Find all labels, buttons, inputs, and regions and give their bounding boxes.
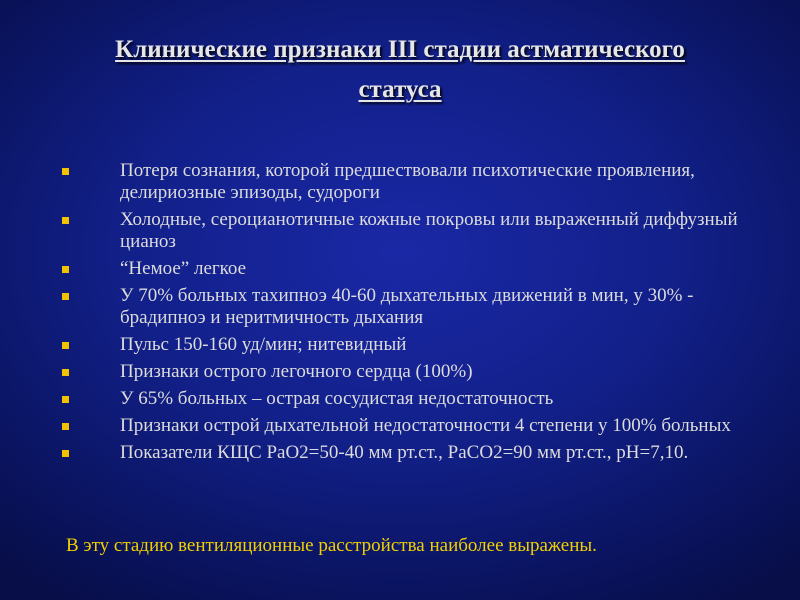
bullet-square-icon [62,342,69,349]
bullet-square-icon [62,293,69,300]
list-item-text: Пульс 150-160 уд/мин; нитевидный [120,334,407,355]
list-item-text: У 65% больных – острая сосудистая недостаточность [120,388,554,409]
bullet-square-icon [62,217,69,224]
list-item [62,388,774,410]
list-item-text: “Немое” легкое [120,258,247,279]
bullet-square-icon [62,423,69,430]
list-item [62,209,774,253]
slide-title-line-1: Клинические признаки III стадии астматического [115,36,685,63]
list-item [62,415,774,437]
bullet-square-icon [62,450,69,457]
list-item-text: Холодные, сероцианотичные кожные покровы или выраженный диффузный цианоз [120,209,738,252]
summary-note: В эту стадию вентиляционные расстройства наиболее выражены. [66,535,597,556]
list-item [62,334,774,356]
list-item-text: У 70% больных тахипноэ 40-60 дыхательных движений в мин, у 30% - брадипноэ и неритмичность дыхания [120,285,694,328]
list-item-text: Потеря сознания, которой предшествовали психотические проявления, делириозные эпизоды, судороги [120,160,695,203]
list-item-text: Признаки острой дыхательной недостаточности 4 степени у 100% больных [120,415,731,436]
bullet-square-icon [62,266,69,273]
symptom-list [62,160,774,469]
bullet-square-icon [62,396,69,403]
list-item [62,285,774,329]
slide-title [40,30,760,110]
list-item-text: Признаки острого легочного сердца (100%) [120,361,473,382]
list-item [62,361,774,383]
bullet-square-icon [62,168,69,175]
list-item [62,160,774,204]
list-item [62,258,774,280]
bullet-square-icon [62,369,69,376]
slide-title-line-2: статуса [358,76,442,103]
list-item [62,442,774,464]
list-item-text: Показатели КЩС РаО2=50-40 мм рт.ст., РаСО2=90 мм рт.ст., рН=7,10. [120,442,689,463]
